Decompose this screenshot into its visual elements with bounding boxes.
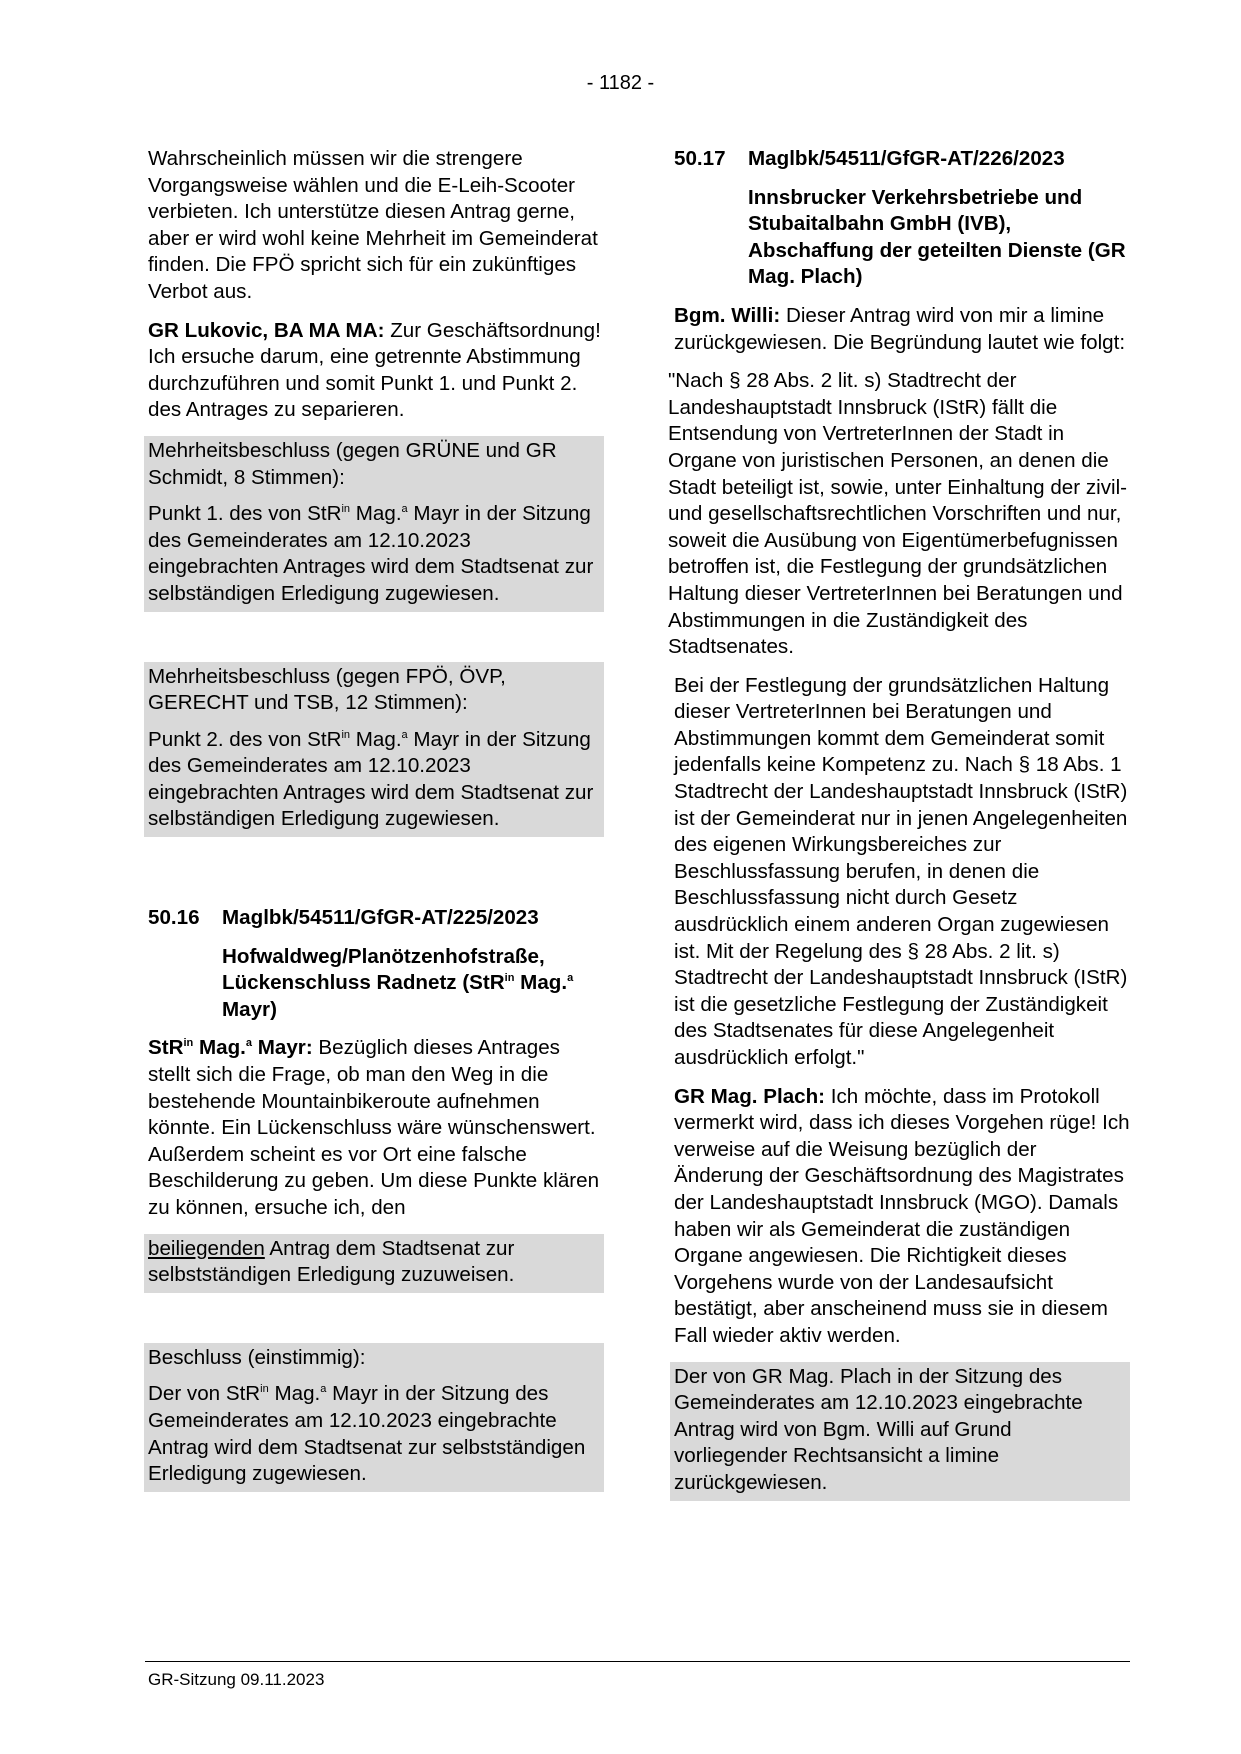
speaker-name: GR Mag. Plach: (674, 1084, 826, 1108)
resolution-text: Der von StR$^{in}$ Mag.$^a$ Mayr in der Sitzung des Gemeinderates am 12.10.2023 eingebrachte Antrag wird dem Stadtsenat zur selbstständigen Erledigung zugewiesen. (148, 1382, 586, 1486)
agenda-item-reference: Maglbk/54511/GfGR-AT/225/2023 (222, 906, 539, 930)
statement-text: Ich möchte, dass im Protokoll vermerkt wird, dass ich dieses Vorgehen rüge! Ich verweise auf die Weisung bezüglich der Änderung der Geschäftsordnung des Magistrates der Landeshauptstadt Innsbruck (MGO). Damals haben wir als Gemeinderat die zuständigen Organe angewiesen. Die Richtigkeit dieses Vorgehens wurde von der Landesaufsicht bestätigt, aber anscheinend muss sie in diesem Fall wieder aktiv werden. (674, 1084, 1130, 1347)
willi-statement (674, 303, 1130, 356)
agenda-item-number: 50.17 (674, 147, 726, 170)
resolution-box-unanimous (144, 1343, 604, 1492)
statement-text: Zur Geschäftsordnung! Ich ersuche darum, eine getrennte Abstimmung durchzuführen und somit Punkt 1. und Punkt 2. des Antrages zu separieren. (148, 318, 601, 422)
agenda-item-50-16-heading (148, 905, 604, 932)
statement-text: Dieser Antrag wird von mir a limine zurückgewiesen. Die Begründung lautet wie folgt: (674, 303, 1126, 354)
agenda-item-title: Hofwaldweg/Planötzenhofstraße, Lückenschluss Radnetz (StR$^{in}$ Mag.$^a$ Mayr) (222, 944, 574, 1021)
quote-paragraph-2: Bei der Festlegung der grundsätzlichen Haltung dieser VertreterInnen bei Beratungen und Abstimmungen kommt dem Gemeinderat somit jedenfalls keine Kompetenz zu. Nach § 18 Abs. 1 Stadtrecht der Landeshauptstadt Innsbruck (IStR) ist der Gemeinderat nur in jenen Angelegenheiten des eigenen Wirkungsbereiches zur Beschlussfassung berufen, in denen die Beschlussfassung nicht durch Gesetz ausdrücklich einem anderen Organ zugewiesen ist. Mit der Regelung des § 28 Abs. 2 lit. s) Stadtrecht der Landeshauptstadt Innsbruck (IStR) ist die gesetzliche Festlegung der Zuständigkeit des Stadtsenates für diese Angelegenheit ausdrücklich erfolgt." (674, 673, 1128, 1069)
resolution-text: Punkt 1. des von StR$^{in}$ Mag.$^a$ Mayr in der Sitzung des Gemeinderates am 12.10.2023 eingebrachten Antrages wird dem Stadtsenat zur selbständigen Erledigung zugewiesen. (148, 502, 594, 605)
resolution-box-point-1 (144, 436, 604, 612)
resolution-heading: Beschluss (einstimmig): (148, 1345, 366, 1369)
intro-paragraph: Wahrscheinlich müssen wir die strengere Vorgangsweise wählen und die E-Leih-Scooter verbieten. Ich unterstütze diesen Antrag gerne, aber er wird wohl keine Mehrheit im Gemeinderat finden. Die FPÖ spricht sich für ein zukünftiges Verbot aus. (148, 147, 598, 303)
statement-text: Bezüglich dieses Antrages stellt sich die Frage, ob man den Weg in die bestehende Mountainbikeroute aufnehmen könnte. Ein Lückenschluss wäre wünschenswert. Außerdem scheint es vor Ort eine falsche Beschilderung zu geben. Um diese Punkte klären zu können, ersuche ich, den (148, 1036, 600, 1219)
agenda-item-reference: Maglbk/54511/GfGR-AT/226/2023 (748, 147, 1065, 170)
resolution-heading: Mehrheitsbeschluss (gegen FPÖ, ÖVP, GERECHT und TSB, 12 Stimmen): (148, 664, 506, 715)
speaker-name: Bgm. Willi: (674, 303, 781, 327)
lukovic-statement (148, 318, 604, 424)
motion-text: beiliegenden Antrag dem Stadtsenat zur selbstständigen Erledigung zuzuweisen. (148, 1236, 515, 1287)
agenda-item-50-17-heading (674, 146, 1130, 173)
speaker-name: GR Lukovic, BA MA MA: (148, 318, 385, 342)
footer-session-label: GR-Sitzung 09.11.2023 (148, 1670, 325, 1689)
resolution-text: Punkt 2. des von StR$^{in}$ Mag.$^a$ Mayr in der Sitzung des Gemeinderates am 12.10.2023 eingebrachten Antrages wird dem Stadtsenat zur selbständigen Erledigung zugewiesen. (148, 727, 594, 831)
agenda-item-title: Innsbrucker Verkehrsbetriebe und Stubaitalbahn GmbH (IVB), Abschaffung der geteilten Dienste (GR Mag. Plach) (748, 185, 1126, 289)
page-number: - 1182 - (586, 72, 655, 94)
agenda-item-number: 50.16 (148, 906, 200, 930)
plach-statement (674, 1084, 1130, 1350)
resolution-heading: Mehrheitsbeschluss (gegen GRÜNE und GR Schmidt, 8 Stimmen): (148, 438, 557, 489)
resolution-box-rejected (670, 1362, 1130, 1501)
mayr-statement (148, 1035, 604, 1221)
speaker-name: StR$^{in}$ Mag.$^a$ Mayr: (148, 1036, 313, 1060)
motion-box (144, 1234, 604, 1293)
resolution-text: Der von GR Mag. Plach in der Sitzung des Gemeinderates am 12.10.2023 eingebrachte Antrag wird von Bgm. Willi auf Grund vorliegender Rechtsansicht a limine zurückgewiesen. (674, 1364, 1083, 1494)
right-column (668, 146, 1130, 1513)
resolution-box-point-2 (144, 662, 604, 838)
left-column (148, 146, 604, 1504)
quote-paragraph-1: "Nach § 28 Abs. 2 lit. s) Stadtrecht der Landeshauptstadt Innsbruck (IStR) fällt die Entsendung von VertreterInnen der Stadt in Organe von juristischen Personen, an denen die Stadt beteiligt ist, sowie, unter Einhaltung der zivil- und gesellschaftsrechtlichen Vorschriften und nur, soweit die Ausübung von Eigentümerbefugnissen betroffen ist, die Festlegung der grundsätzlichen Haltung dieser VertreterInnen bei Beratungen und Abstimmungen in die Zuständigkeit des Stadtsenates. (668, 369, 1128, 659)
footer-divider (145, 1661, 1130, 1662)
